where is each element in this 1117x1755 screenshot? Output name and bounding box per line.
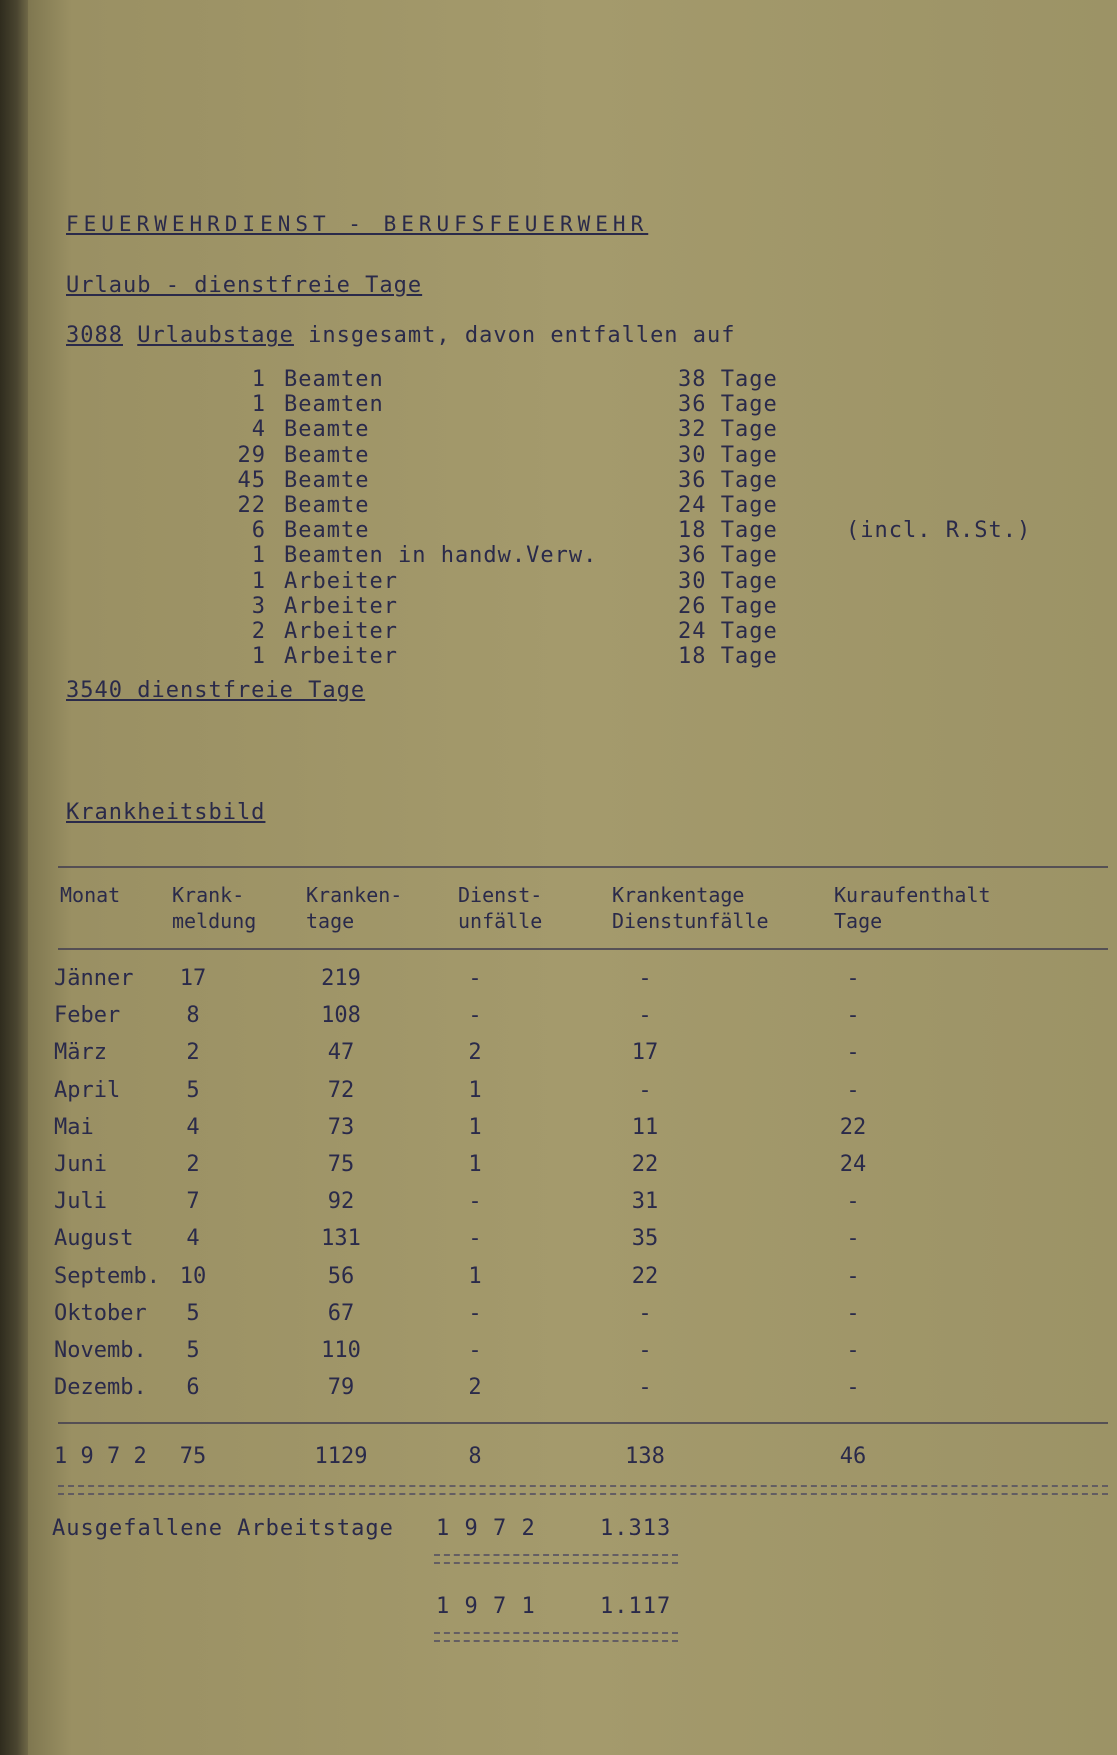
table-row-cell: 4 [186,1114,200,1140]
vacation-days: 18 Tage [678,518,778,544]
table-row-cell: 131 [321,1226,361,1252]
vacation-recipient: Beamte [284,493,370,518]
table-row-cell: 2 [186,1040,200,1066]
table-row-cell: 6 [186,1375,200,1401]
table-row-cell: - [638,1300,652,1326]
table-row-cell: 7 [186,1189,200,1215]
lost-days-year: 1 9 7 2 [436,1516,536,1541]
vacation-days: 36 Tage [678,467,778,493]
vacation-recipient: Beamte [284,442,370,468]
table-row-cell: 10 [179,1263,207,1289]
table-row-cell: 1 [468,1152,482,1177]
table-top-rule [58,866,1108,868]
vacation-days: 36 Tage [678,543,778,569]
lost-days-double-rule [434,1554,678,1564]
table-row-cell: 56 [327,1263,355,1289]
vacation-days: 30 Tage [678,442,778,468]
lost-days-year: 1 9 7 1 [436,1594,536,1619]
table-row-label: Oktober [54,1300,147,1326]
vacation-count: 22 [237,493,266,518]
vacation-days: 24 Tage [678,619,778,644]
table-row-cell: - [638,1003,652,1029]
table-header-rule [58,948,1108,950]
vacation-note: (incl. R.St.) [846,518,1032,544]
vacation-days: 32 Tage [678,417,778,443]
vacation-total-line [66,323,736,348]
table-row-cell: - [846,1077,860,1103]
total-cell: 1129 [314,1444,368,1469]
vacation-count: 1 [251,568,266,594]
total-cell: 75 [179,1444,207,1469]
table-row-cell: 47 [327,1040,355,1066]
table-row-cell: 5 [186,1338,200,1363]
table-row-cell: - [468,1338,482,1363]
lost-days-label: Ausgefallene Arbeitstage [52,1516,394,1541]
vacation-total-number: 3088 [66,323,123,348]
table-row-cell: - [468,1300,482,1326]
vacation-recipient: Arbeiter [284,593,398,619]
table-total-double-rule [58,1485,1108,1495]
table-row-cell: 8 [186,1003,200,1029]
table-body-rule [58,1422,1108,1424]
table-row-cell: - [846,1189,860,1215]
table-row-cell: 1 [468,1114,482,1140]
vacation-title: Urlaub - dienstfreie Tage [66,273,423,298]
vacation-recipient: Beamte [284,467,370,493]
illness-title: Krankheitsbild [66,800,266,825]
vacation-days: 26 Tage [678,593,778,619]
vacation-count: 6 [251,518,266,544]
table-row-label: Mai [54,1114,94,1140]
table-row-cell: 79 [327,1375,355,1401]
vacation-recipient: Beamten [284,392,384,418]
table-row-cell: 24 [839,1152,867,1177]
table-row-cell: - [846,1300,860,1326]
vacation-recipient: Beamte [284,518,370,544]
total-cell: 46 [839,1444,867,1469]
table-row-cell: 73 [327,1114,355,1140]
vacation-count: 45 [237,467,266,493]
table-row-cell: 67 [327,1300,355,1326]
total-label: 1 9 7 2 [54,1444,147,1469]
table-row-cell: 75 [327,1152,355,1177]
table-row-cell: - [638,1375,652,1401]
vacation-days: 24 Tage [678,493,778,518]
vacation-count: 29 [237,442,266,468]
table-row-cell: 5 [186,1300,200,1326]
vacation-count: 4 [251,417,266,443]
column-header: Monat [60,883,121,907]
table-row-label: Juni [54,1152,107,1177]
table-row-cell: 35 [631,1226,659,1252]
table-row-label: August [54,1226,134,1252]
column-header: Kranken- tage [306,883,403,933]
table-row-label: April [54,1077,121,1103]
table-row-cell: 22 [631,1152,659,1177]
table-row-cell: - [468,1003,482,1029]
column-header: Krankentage Dienstunfälle [612,883,769,933]
table-row-cell: - [468,1189,482,1215]
vacation-recipient: Arbeiter [284,644,398,670]
lost-days-double-rule [434,1632,678,1642]
table-row-cell: - [638,1338,652,1363]
vacation-count: 1 [251,543,266,569]
table-row-label: Feber [54,1003,121,1029]
table-row-cell: - [846,1338,860,1363]
table-row-cell: 22 [839,1114,867,1140]
table-row-cell: 72 [327,1077,355,1103]
vacation-total-rest: insgesamt, davon entfallen auf [293,323,736,348]
vacation-recipient: Arbeiter [284,619,398,644]
table-row-cell: 1 [468,1077,482,1103]
vacation-total-label: Urlaubstage [137,323,294,348]
table-row-cell: - [468,1226,482,1252]
table-row-cell: 219 [321,966,361,991]
table-row-cell: 4 [186,1226,200,1252]
table-row-cell: 17 [179,966,207,991]
table-row-cell: 2 [468,1375,482,1401]
table-row-cell: - [846,1226,860,1252]
table-row-cell: 2 [468,1040,482,1066]
total-cell: 138 [625,1444,665,1469]
column-header: Kuraufenthalt Tage [834,883,991,933]
vacation-days: 30 Tage [678,568,778,594]
vacation-count: 1 [251,367,266,392]
vacation-recipient: Beamten [284,367,384,392]
table-row-cell: - [846,966,860,991]
lost-days-value: 1.117 [600,1594,672,1619]
table-row-cell: 31 [631,1189,659,1215]
vacation-count: 1 [251,644,266,670]
free-days-line: 3540 dienstfreie Tage [66,678,366,703]
table-row-cell: - [638,966,652,991]
column-header: Krank- meldung [172,883,257,933]
document-heading: FEUERWEHRDIENST - BERUFSFEUERWEHR [66,212,649,236]
vacation-days: 36 Tage [678,392,778,418]
table-row-cell: 2 [186,1152,200,1177]
table-row-label: Jänner [54,966,134,991]
table-row-label: Novemb. [54,1338,147,1363]
table-row-cell: - [846,1003,860,1029]
table-row-cell: 22 [631,1263,659,1289]
vacation-count: 1 [251,392,266,418]
table-row-label: Septemb. [54,1263,160,1289]
table-row-label: Juli [54,1189,107,1215]
table-row-cell: 11 [631,1114,659,1140]
table-row-cell: 5 [186,1077,200,1103]
vacation-days: 38 Tage [678,367,778,392]
vacation-count: 3 [251,593,266,619]
table-row-cell: 17 [631,1040,659,1066]
table-row-cell: - [846,1263,860,1289]
table-row-cell: 110 [321,1338,361,1363]
book-binding [0,0,28,1755]
table-row-cell: - [468,966,482,991]
table-row-label: März [54,1040,107,1066]
table-row-cell: - [846,1040,860,1066]
column-header: Dienst- unfälle [458,883,543,933]
vacation-days: 18 Tage [678,644,778,670]
total-cell: 8 [468,1444,482,1469]
table-row-label: Dezemb. [54,1375,147,1401]
table-row-cell: 1 [468,1263,482,1289]
table-row-cell: 92 [327,1189,355,1215]
lost-days-value: 1.313 [600,1516,672,1541]
table-row-cell: 108 [321,1003,361,1029]
table-row-cell: - [846,1375,860,1401]
vacation-recipient: Beamte [284,417,370,443]
vacation-count: 2 [251,619,266,644]
table-row-cell: - [638,1077,652,1103]
vacation-recipient: Beamten in handw.Verw. [284,543,598,569]
vacation-recipient: Arbeiter [284,568,398,594]
